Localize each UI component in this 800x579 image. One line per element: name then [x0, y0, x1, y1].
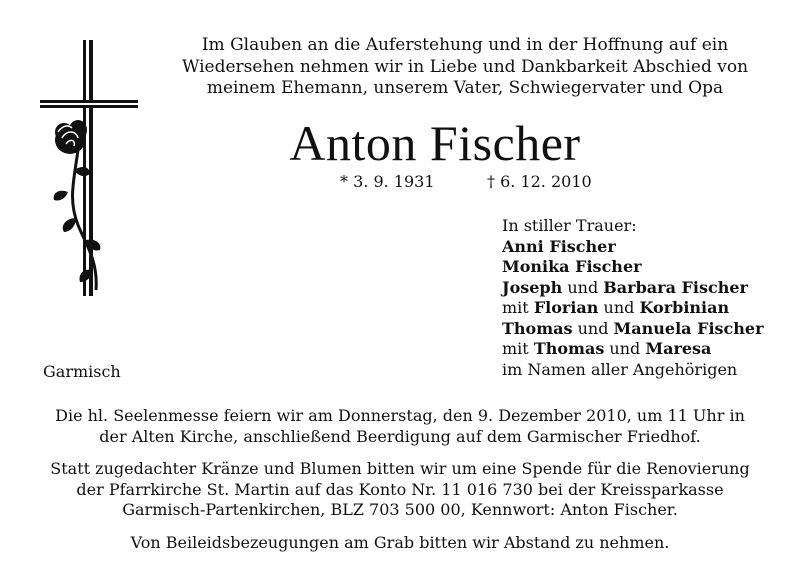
- mourner-conjunction: und: [604, 339, 646, 358]
- mourner-name: Florian: [533, 298, 599, 317]
- mourner-line: [502, 319, 764, 340]
- death-date: † 6. 12. 2010: [487, 172, 592, 191]
- mourner-name: Joseph: [502, 277, 563, 297]
- donation-line: Garmisch-Partenkirchen, BLZ 703 500 00, Kennwort: Anton Fischer.: [122, 500, 678, 519]
- mourner-line: [502, 339, 764, 360]
- mourners-block: [502, 216, 764, 380]
- mourner-name: Anni Fischer: [502, 236, 616, 256]
- place-name: Garmisch: [43, 362, 121, 381]
- mourner-conjunction: und: [598, 298, 640, 317]
- mourner-conjunction: und: [572, 318, 614, 338]
- birth-date: * 3. 9. 1931: [340, 172, 435, 191]
- deceased-name: Anton Fischer: [289, 115, 581, 171]
- mourner-name: Barbara Fischer: [603, 277, 748, 297]
- intro-line: Wiedersehen nehmen wir in Liebe und Dankbarkeit Abschied von: [181, 56, 749, 77]
- intro-line: meinem Ehemann, unserem Vater, Schwiegervater und Opa: [206, 78, 724, 98]
- mourners-closing: im Namen aller Angehörigen: [502, 359, 738, 379]
- closing-note: Von Beileidsbezeugungen am Grab bitten wir Abstand zu nehmen.: [130, 532, 670, 552]
- mourner-name: Manuela Fischer: [613, 318, 764, 338]
- donation-line: Statt zugedachter Kränze und Blumen bitten wir um eine Spende für die Renovierung: [50, 459, 750, 478]
- intro-line: Im Glauben an die Auferstehung und in der Hoffnung auf ein: [201, 35, 729, 55]
- mourner-name: Thomas: [533, 339, 605, 358]
- donation-line: der Pfarrkirche St. Martin auf das Konto Nr. 11 016 730 bei der Kreissparkasse: [76, 479, 724, 499]
- mourners-heading: In stiller Trauer:: [502, 216, 637, 235]
- intro-text: [150, 35, 780, 100]
- cross-with-rose-icon: [38, 40, 138, 300]
- mourner-line: [502, 278, 764, 299]
- service-information: [20, 406, 780, 553]
- mourner-conjunction: mit: [502, 339, 534, 358]
- service-line: der Alten Kirche, anschließend Beerdigung auf dem Garmischer Friedhof.: [99, 426, 701, 446]
- mourner-name: Korbinian: [639, 298, 730, 317]
- mourner-line: [502, 298, 764, 319]
- mourner-conjunction: und: [562, 277, 604, 297]
- mourner-name: Thomas: [502, 318, 573, 338]
- mourner-name: Monika Fischer: [502, 257, 642, 276]
- mourner-name: Maresa: [645, 339, 712, 358]
- mourner-conjunction: mit: [502, 298, 534, 317]
- service-line: Die hl. Seelenmesse feiern wir am Donnerstag, den 9. Dezember 2010, um 11 Uhr in: [55, 406, 745, 425]
